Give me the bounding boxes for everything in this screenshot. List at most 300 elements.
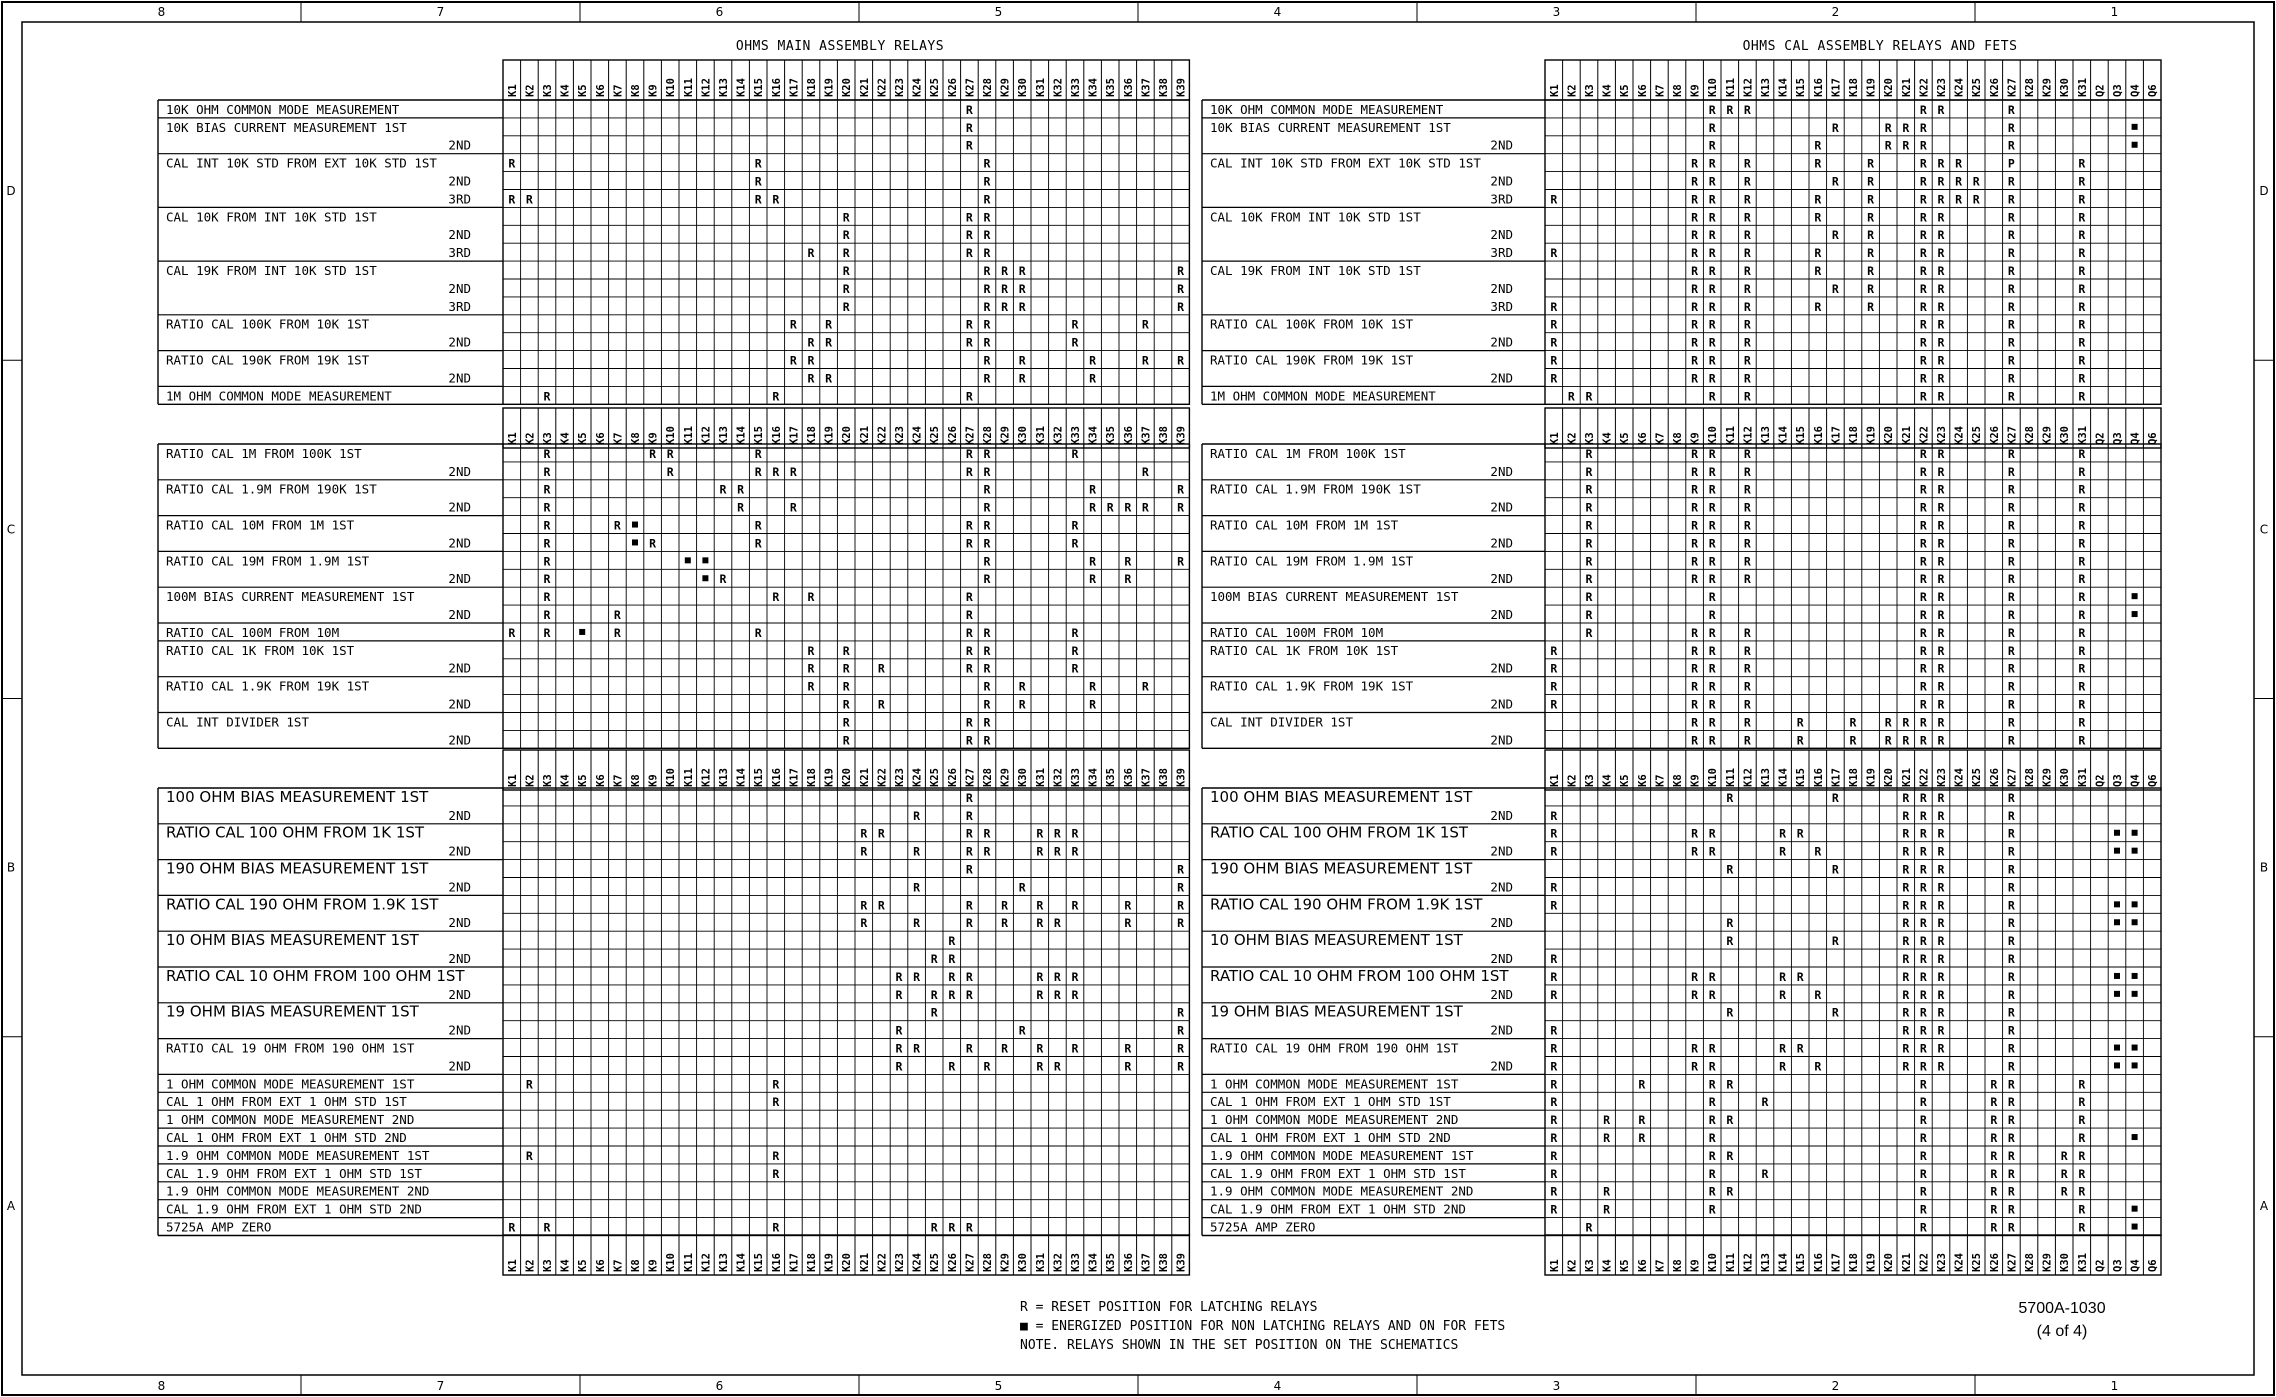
reset-mark: R bbox=[807, 679, 815, 694]
reset-mark: R bbox=[1141, 464, 1149, 479]
reset-mark: R bbox=[1937, 518, 1945, 533]
reset-mark: R bbox=[1691, 464, 1699, 479]
reset-mark: R bbox=[2007, 1077, 2015, 1092]
row-label: 2ND bbox=[448, 227, 471, 243]
row-label: CAL 10K FROM INT 10K STD 1ST bbox=[166, 209, 377, 225]
column-header: K1 bbox=[506, 774, 519, 787]
column-header: K38 bbox=[1158, 78, 1170, 97]
reset-mark: R bbox=[1990, 1148, 1998, 1163]
left-relay-table bbox=[158, 60, 1189, 1275]
reset-mark: R bbox=[983, 210, 991, 225]
column-header: K23 bbox=[1936, 1253, 1948, 1272]
reset-mark: R bbox=[983, 281, 991, 296]
reset-mark: R bbox=[1743, 264, 1751, 278]
reset-mark: R bbox=[1902, 826, 1910, 841]
reset-mark: R bbox=[1018, 1023, 1026, 1038]
reset-mark: R bbox=[1001, 898, 1009, 913]
reset-mark: R bbox=[965, 464, 973, 479]
reset-mark: R bbox=[1919, 862, 1927, 877]
row-label: CAL 1.9 OHM FROM EXT 1 OHM STD 1ST bbox=[166, 1165, 422, 1181]
column-header: K15 bbox=[1795, 1253, 1808, 1272]
reset-mark: R bbox=[1937, 536, 1945, 551]
reset-mark: R bbox=[965, 643, 973, 658]
reset-mark: R bbox=[2078, 464, 2086, 479]
reset-mark: R bbox=[2007, 952, 2015, 966]
row-label: 2ND bbox=[1490, 1022, 1513, 1038]
reset-mark: R bbox=[1071, 898, 1079, 913]
reset-mark: R bbox=[2007, 335, 2015, 350]
reset-mark: R bbox=[2007, 482, 2015, 497]
row-label: 2ND bbox=[1490, 334, 1513, 350]
row-label: 10K BIAS CURRENT MEASUREMENT 1ST bbox=[166, 119, 407, 135]
reset-mark: R bbox=[1726, 1184, 1734, 1199]
reset-mark: R bbox=[1919, 389, 1927, 404]
column-header: K9 bbox=[647, 84, 660, 97]
reset-mark: R bbox=[877, 697, 885, 712]
reset-mark: R bbox=[525, 1077, 533, 1092]
row-label: 2ND bbox=[1490, 951, 1513, 966]
reset-mark: R bbox=[1106, 500, 1114, 515]
left-table-title: OHMS MAIN ASSEMBLY RELAYS bbox=[735, 39, 945, 54]
reset-mark: R bbox=[1743, 643, 1751, 658]
reset-mark: R bbox=[1937, 299, 1945, 314]
reset-mark: R bbox=[1919, 987, 1927, 1002]
column-header: K16 bbox=[770, 768, 783, 787]
column-header: K31 bbox=[1034, 768, 1047, 787]
column-header: K35 bbox=[1105, 768, 1118, 787]
column-header: K5 bbox=[1619, 84, 1632, 97]
column-header: K23 bbox=[1936, 768, 1948, 787]
reset-mark: R bbox=[983, 679, 991, 694]
column-header: K6 bbox=[594, 84, 607, 97]
reset-mark: R bbox=[754, 174, 762, 189]
column-header: K28 bbox=[982, 426, 994, 445]
column-header: K31 bbox=[1034, 78, 1047, 97]
reset-mark: R bbox=[1919, 536, 1927, 551]
row-label: RATIO CAL 1K FROM 10K 1ST bbox=[1210, 642, 1399, 658]
column-header: K21 bbox=[1900, 768, 1913, 787]
reset-mark: R bbox=[1708, 335, 1716, 350]
column-header: K7 bbox=[612, 84, 625, 97]
energized-mark bbox=[632, 522, 638, 528]
reset-mark: R bbox=[1919, 317, 1927, 332]
reset-mark: R bbox=[2007, 1095, 2015, 1110]
reset-mark: R bbox=[1550, 898, 1558, 913]
row-label: CAL 1 OHM FROM EXT 1 OHM STD 1ST bbox=[166, 1094, 407, 1110]
reset-mark: R bbox=[1708, 697, 1716, 712]
row-label: 2ND bbox=[1490, 696, 1513, 712]
row-label: 2ND bbox=[1490, 280, 1513, 296]
row-label: RATIO CAL 100K FROM 10K 1ST bbox=[1210, 316, 1414, 332]
reset-mark: R bbox=[1831, 934, 1839, 949]
column-header: K19 bbox=[1865, 1253, 1878, 1272]
reset-mark: R bbox=[1071, 536, 1079, 551]
reset-mark: R bbox=[772, 1148, 780, 1163]
reset-mark: R bbox=[2007, 264, 2015, 278]
reset-mark: R bbox=[1708, 102, 1716, 117]
reset-mark: R bbox=[1550, 1202, 1558, 1217]
column-header: K30 bbox=[1017, 78, 1030, 97]
column-header: K15 bbox=[753, 78, 766, 97]
reset-mark: R bbox=[772, 1220, 780, 1235]
column-header: K26 bbox=[946, 1253, 959, 1272]
column-header: K3 bbox=[1584, 1259, 1596, 1272]
row-label: CAL 19K FROM INT 10K STD 1ST bbox=[166, 263, 377, 278]
reset-mark: R bbox=[1708, 1202, 1716, 1217]
reset-mark: R bbox=[1726, 1113, 1734, 1128]
reset-mark: R bbox=[1937, 643, 1945, 658]
reset-mark: R bbox=[1814, 246, 1822, 261]
reset-mark: R bbox=[2007, 1220, 2015, 1235]
reset-mark: R bbox=[1691, 826, 1699, 841]
reset-mark: R bbox=[1919, 102, 1927, 117]
reset-mark: R bbox=[1638, 1077, 1646, 1092]
row-label: 100M BIAS CURRENT MEASUREMENT 1ST bbox=[166, 589, 415, 605]
row-label: 3RD bbox=[1490, 191, 1513, 207]
reset-mark: R bbox=[1919, 192, 1927, 207]
reset-mark: R bbox=[1071, 518, 1079, 533]
row-label: 2ND bbox=[448, 879, 471, 895]
reset-mark: R bbox=[2060, 1148, 2068, 1163]
row-label: 1.9 OHM COMMON MODE MEASUREMENT 1ST bbox=[1210, 1147, 1474, 1163]
zone-marker-left: B bbox=[6, 860, 16, 875]
column-header: K29 bbox=[2041, 1253, 2054, 1272]
reset-mark: R bbox=[1919, 625, 1927, 640]
column-header: Q3 bbox=[2112, 432, 2124, 445]
column-header: K4 bbox=[1601, 432, 1614, 445]
column-header: K28 bbox=[2024, 78, 2036, 97]
reset-mark: R bbox=[2007, 697, 2015, 712]
reset-mark: R bbox=[1937, 715, 1945, 730]
reset-mark: R bbox=[983, 299, 991, 314]
reset-mark: R bbox=[1743, 733, 1751, 748]
reset-mark: R bbox=[1990, 1220, 1998, 1235]
zone-marker-top: 8 bbox=[157, 5, 166, 19]
reset-mark: R bbox=[1743, 371, 1751, 386]
column-header: K36 bbox=[1122, 768, 1135, 787]
column-header: K1 bbox=[1548, 1259, 1561, 1272]
column-header: K17 bbox=[1830, 78, 1843, 97]
column-header: K12 bbox=[1742, 426, 1755, 445]
reset-mark: R bbox=[1867, 228, 1875, 243]
zone-marker-right: A bbox=[2259, 1198, 2269, 1213]
reset-mark: R bbox=[1902, 138, 1910, 153]
row-label: 1M OHM COMMON MODE MEASUREMENT bbox=[1210, 388, 1436, 404]
reset-mark: R bbox=[1585, 464, 1593, 479]
reset-mark: R bbox=[1550, 1095, 1558, 1110]
right-relay-table bbox=[1202, 60, 2161, 1275]
reset-mark: R bbox=[1743, 335, 1751, 350]
column-header: K9 bbox=[1689, 774, 1702, 787]
reset-mark: R bbox=[1691, 192, 1699, 207]
column-header: K17 bbox=[1830, 1253, 1843, 1272]
reset-mark: R bbox=[1177, 862, 1185, 877]
column-header: K12 bbox=[1742, 78, 1755, 97]
column-header: Q6 bbox=[2147, 774, 2160, 787]
column-header: K1 bbox=[1548, 774, 1561, 787]
reset-mark: R bbox=[930, 952, 938, 966]
reset-mark: R bbox=[983, 500, 991, 515]
reset-mark: R bbox=[1071, 844, 1079, 859]
energized-mark bbox=[2132, 1206, 2138, 1212]
reset-mark: R bbox=[948, 1059, 956, 1074]
reset-mark: R bbox=[2007, 969, 2015, 984]
reset-mark: R bbox=[965, 898, 973, 913]
reset-mark: R bbox=[1691, 554, 1699, 569]
reset-mark: R bbox=[1691, 210, 1699, 225]
reset-mark: R bbox=[1550, 192, 1558, 207]
reset-mark: R bbox=[1937, 625, 1945, 640]
column-header: K7 bbox=[1654, 774, 1667, 787]
reset-mark: R bbox=[842, 661, 850, 676]
column-header: K2 bbox=[524, 1259, 537, 1272]
column-header: K31 bbox=[2076, 426, 2089, 445]
reset-mark: R bbox=[2078, 317, 2086, 332]
energized-mark bbox=[2132, 919, 2138, 925]
reset-mark: R bbox=[1919, 808, 1927, 823]
reset-mark: R bbox=[1141, 317, 1149, 332]
reset-mark: R bbox=[1743, 299, 1751, 314]
energized-mark bbox=[2114, 830, 2120, 836]
column-header: K25 bbox=[929, 768, 942, 787]
column-header: K38 bbox=[1158, 426, 1170, 445]
reset-mark: R bbox=[2007, 554, 2015, 569]
column-header: K17 bbox=[788, 768, 801, 787]
reset-mark: R bbox=[1691, 299, 1699, 314]
reset-mark: R bbox=[719, 572, 727, 587]
reset-mark: R bbox=[807, 643, 815, 658]
reset-mark: R bbox=[965, 335, 973, 350]
column-header: Q6 bbox=[2147, 432, 2160, 445]
column-header: K26 bbox=[946, 426, 959, 445]
column-header: K11 bbox=[1724, 78, 1737, 97]
column-header: K10 bbox=[1707, 78, 1720, 97]
reset-mark: R bbox=[2078, 210, 2086, 225]
reset-mark: R bbox=[860, 826, 868, 841]
reset-mark: R bbox=[2078, 228, 2086, 243]
column-header: K29 bbox=[2041, 426, 2054, 445]
reset-mark: R bbox=[1814, 156, 1822, 171]
energized-mark bbox=[2114, 901, 2120, 907]
reset-mark: R bbox=[1001, 299, 1009, 314]
reset-mark: R bbox=[1071, 969, 1079, 984]
reset-mark: R bbox=[2078, 590, 2086, 605]
reset-mark: R bbox=[1902, 880, 1910, 895]
row-label: RATIO CAL 100M FROM 10M bbox=[1210, 624, 1384, 640]
row-label: 2ND bbox=[1490, 1058, 1513, 1074]
reset-mark: R bbox=[983, 518, 991, 533]
column-header: Q4 bbox=[2129, 1259, 2142, 1272]
reset-mark: R bbox=[807, 590, 815, 605]
reset-mark: R bbox=[1831, 228, 1839, 243]
reset-mark: R bbox=[1071, 446, 1079, 461]
reset-mark: R bbox=[1919, 1059, 1927, 1074]
reset-mark: R bbox=[1585, 572, 1593, 587]
reset-mark: R bbox=[948, 969, 956, 984]
reset-mark: R bbox=[1691, 482, 1699, 497]
reset-mark: R bbox=[1743, 228, 1751, 243]
reset-mark: R bbox=[1036, 1059, 1044, 1074]
reset-mark: R bbox=[2078, 174, 2086, 189]
reset-mark: R bbox=[1814, 264, 1822, 278]
column-header: K15 bbox=[753, 1253, 766, 1272]
reset-mark: R bbox=[2007, 826, 2015, 841]
reset-mark: R bbox=[2007, 102, 2015, 117]
reset-mark: R bbox=[930, 987, 938, 1002]
reset-mark: R bbox=[1743, 536, 1751, 551]
column-header: K33 bbox=[1070, 426, 1082, 445]
reset-mark: R bbox=[1708, 1095, 1716, 1110]
reset-mark: R bbox=[1550, 808, 1558, 823]
column-header: K18 bbox=[806, 1253, 818, 1272]
column-header: K34 bbox=[1087, 768, 1100, 787]
reset-mark: R bbox=[1018, 371, 1026, 386]
reset-mark: R bbox=[1743, 446, 1751, 461]
column-header: K2 bbox=[524, 774, 537, 787]
reset-mark: R bbox=[1567, 389, 1575, 404]
reset-mark: R bbox=[1972, 174, 1980, 189]
row-label: 2ND bbox=[1490, 879, 1513, 895]
column-header: K25 bbox=[1971, 1253, 1984, 1272]
row-label: 190 OHM BIAS MEASUREMENT 1ST bbox=[1210, 859, 1473, 878]
reset-mark: R bbox=[1708, 353, 1716, 368]
zone-marker-top: 3 bbox=[1552, 5, 1561, 19]
column-header: K14 bbox=[1777, 78, 1790, 97]
reset-mark: R bbox=[1018, 299, 1026, 314]
reset-mark: R bbox=[1071, 826, 1079, 841]
reset-mark: R bbox=[1691, 661, 1699, 676]
reset-mark: R bbox=[2007, 625, 2015, 640]
reset-mark: R bbox=[1919, 679, 1927, 694]
reset-mark: R bbox=[1691, 679, 1699, 694]
reset-mark: R bbox=[1779, 826, 1787, 841]
reset-mark: R bbox=[2078, 335, 2086, 350]
column-header: K26 bbox=[1988, 1253, 2001, 1272]
document-number: 5700A-1030 bbox=[2018, 1300, 2106, 1317]
reset-mark: R bbox=[1937, 844, 1945, 859]
reset-mark: R bbox=[1708, 1148, 1716, 1163]
reset-mark: R bbox=[613, 518, 621, 533]
column-header: K32 bbox=[1052, 768, 1065, 787]
reset-mark: R bbox=[1919, 210, 1927, 225]
reset-mark: R bbox=[2007, 1166, 2015, 1181]
reset-mark: R bbox=[1708, 1059, 1716, 1074]
column-header: K21 bbox=[858, 426, 871, 445]
reset-mark: R bbox=[719, 482, 727, 497]
reset-mark: R bbox=[1902, 1005, 1910, 1020]
reset-mark: R bbox=[983, 228, 991, 243]
column-header: K29 bbox=[2041, 78, 2054, 97]
reset-mark: R bbox=[983, 697, 991, 712]
column-header: K3 bbox=[1584, 432, 1596, 445]
reset-mark: R bbox=[1743, 192, 1751, 207]
reset-mark: R bbox=[2007, 281, 2015, 296]
row-label: 2ND bbox=[448, 660, 471, 676]
column-header: K24 bbox=[911, 1253, 924, 1272]
reset-mark: R bbox=[1018, 880, 1026, 895]
column-header: K12 bbox=[700, 768, 713, 787]
reset-mark: R bbox=[983, 733, 991, 748]
reset-mark: R bbox=[1902, 987, 1910, 1002]
reset-mark: R bbox=[983, 156, 991, 171]
reset-mark: R bbox=[2078, 1148, 2086, 1163]
reset-mark: R bbox=[2007, 192, 2015, 207]
row-label: RATIO CAL 190K FROM 19K 1ST bbox=[166, 352, 370, 368]
reset-mark: R bbox=[1937, 1041, 1945, 1056]
column-header: K14 bbox=[735, 78, 748, 97]
reset-mark: R bbox=[2007, 1113, 2015, 1128]
reset-mark: R bbox=[1708, 572, 1716, 587]
reset-mark: R bbox=[965, 518, 973, 533]
reset-mark: R bbox=[842, 299, 850, 314]
reset-mark: R bbox=[772, 389, 780, 404]
zone-marker-top: 4 bbox=[1273, 5, 1282, 19]
reset-mark: R bbox=[1001, 916, 1009, 931]
column-header: K12 bbox=[700, 1253, 713, 1272]
reset-mark: R bbox=[807, 246, 815, 261]
reset-mark: R bbox=[895, 987, 903, 1002]
reset-mark: R bbox=[1955, 174, 1963, 189]
reset-mark: R bbox=[1691, 353, 1699, 368]
reset-mark: R bbox=[1708, 174, 1716, 189]
column-header: K14 bbox=[1777, 426, 1790, 445]
column-header: K5 bbox=[1619, 1259, 1632, 1272]
column-header: K20 bbox=[1883, 78, 1896, 97]
column-header: K19 bbox=[1865, 768, 1878, 787]
row-label: RATIO CAL 10M FROM 1M 1ST bbox=[1210, 517, 1399, 533]
column-header: K32 bbox=[1052, 78, 1065, 97]
column-header: K25 bbox=[929, 426, 942, 445]
reset-mark: R bbox=[1691, 625, 1699, 640]
reset-mark: R bbox=[1937, 1059, 1945, 1074]
row-label: 10K OHM COMMON MODE MEASUREMENT bbox=[166, 101, 400, 117]
reset-mark: R bbox=[1550, 826, 1558, 841]
reset-mark: R bbox=[772, 1166, 780, 1181]
reset-mark: R bbox=[965, 808, 973, 823]
column-header: K21 bbox=[1900, 1253, 1913, 1272]
column-header: K23 bbox=[1936, 78, 1948, 97]
reset-mark: R bbox=[1779, 1059, 1787, 1074]
reset-mark: R bbox=[1550, 1023, 1558, 1038]
reset-mark: R bbox=[1053, 987, 1061, 1002]
reset-mark: R bbox=[1919, 264, 1927, 278]
reset-mark: R bbox=[1585, 500, 1593, 515]
reset-mark: R bbox=[1708, 518, 1716, 533]
row-label: 2ND bbox=[1490, 370, 1513, 386]
column-header: K31 bbox=[1034, 426, 1047, 445]
reset-mark: R bbox=[543, 1220, 551, 1235]
column-header: K8 bbox=[1672, 774, 1684, 787]
reset-mark: R bbox=[1018, 697, 1026, 712]
reset-mark: R bbox=[1071, 643, 1079, 658]
reset-mark: R bbox=[1036, 916, 1044, 931]
column-header: K6 bbox=[1636, 432, 1649, 445]
reset-mark: R bbox=[1743, 353, 1751, 368]
column-header: K11 bbox=[682, 426, 695, 445]
reset-mark: R bbox=[2007, 536, 2015, 551]
reset-mark: R bbox=[965, 102, 973, 117]
row-label: 2ND bbox=[448, 1058, 471, 1074]
column-header: K24 bbox=[1953, 768, 1966, 787]
reset-mark: R bbox=[1708, 228, 1716, 243]
reset-mark: R bbox=[948, 987, 956, 1002]
reset-mark: R bbox=[2007, 1202, 2015, 1217]
reset-mark: R bbox=[2007, 1184, 2015, 1199]
column-header: K19 bbox=[823, 1253, 836, 1272]
column-header: K6 bbox=[594, 1259, 607, 1272]
reset-mark: R bbox=[983, 371, 991, 386]
reset-mark: R bbox=[1071, 1041, 1079, 1056]
